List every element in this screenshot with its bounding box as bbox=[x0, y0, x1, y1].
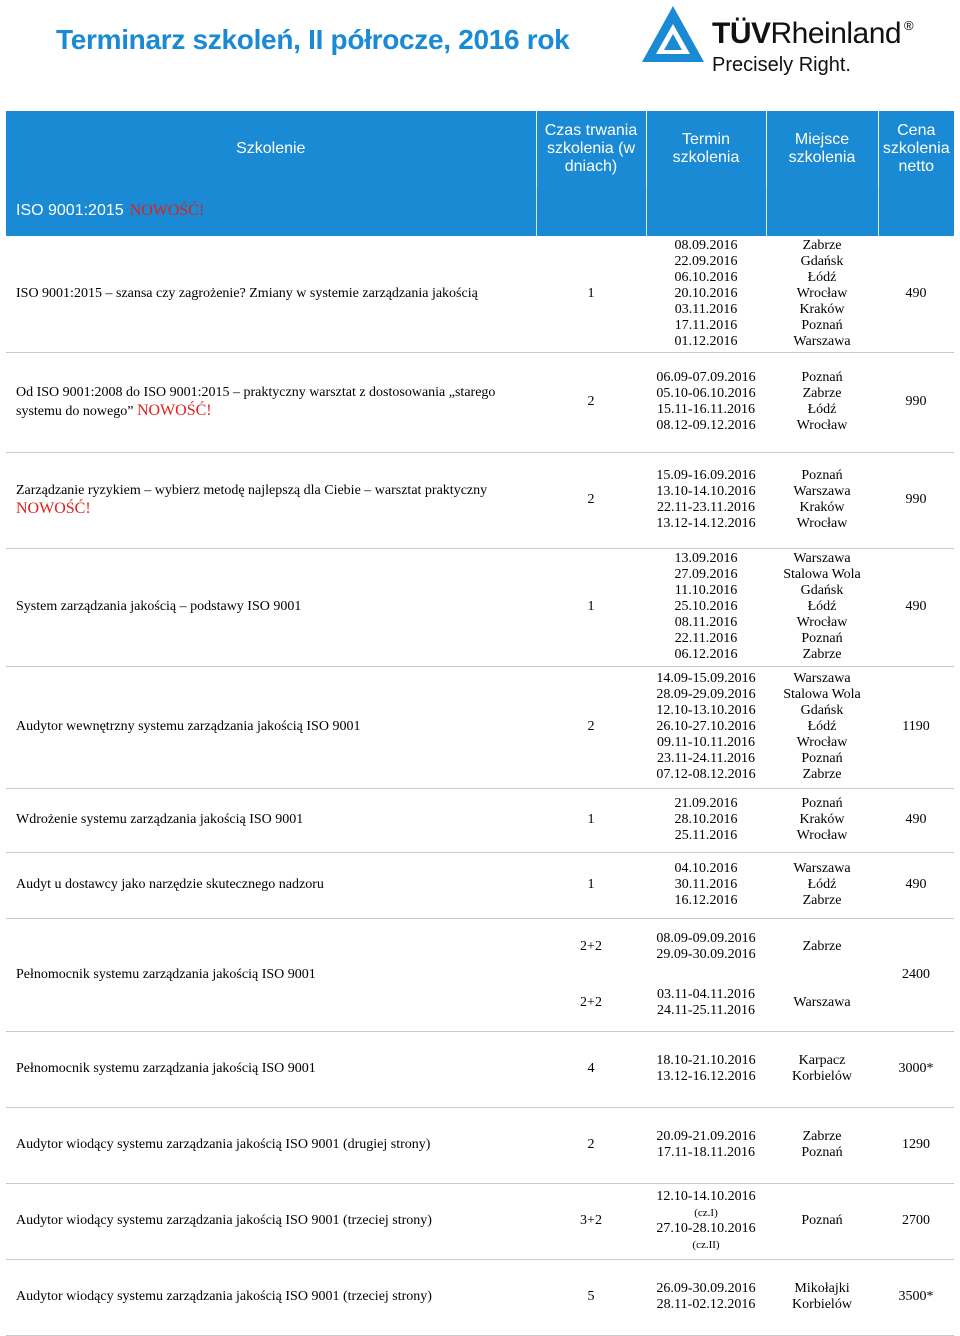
place-value: Poznań bbox=[801, 468, 843, 483]
date-value: 05.10-06.10.2016 bbox=[656, 386, 756, 401]
price-cell: 2700 bbox=[878, 1183, 954, 1259]
date-value: 26.09-30.09.2016 bbox=[656, 1281, 756, 1296]
date-value: 22.09.2016 bbox=[674, 253, 738, 269]
training-name-cell bbox=[6, 452, 536, 548]
training-name-cell bbox=[6, 236, 536, 352]
col-header-training: Szkolenie bbox=[6, 111, 536, 186]
date-value: 12.10-13.10.2016 bbox=[656, 703, 756, 718]
training-name-cell bbox=[6, 666, 536, 788]
training-name: Od ISO 9001:2008 do ISO 9001:2015 – praktyczny warsztat z dostosowania „starego systemu do nowego” bbox=[16, 384, 496, 419]
place-value: Korbielów bbox=[792, 1069, 852, 1084]
table-row bbox=[6, 918, 954, 1031]
section-row bbox=[6, 186, 954, 236]
place-cell bbox=[766, 548, 878, 666]
duration-cell: 2 bbox=[536, 452, 646, 548]
table-row bbox=[6, 1107, 954, 1183]
date-value: 13.09.2016 bbox=[674, 551, 738, 566]
place-value: Korbielów bbox=[792, 1297, 852, 1312]
col-header-price: Cena szkolenia netto bbox=[878, 111, 954, 186]
duration-cell: 5 bbox=[536, 1259, 646, 1335]
place-cell bbox=[766, 452, 878, 548]
duration-cell: 3+2 bbox=[536, 1183, 646, 1259]
table-row bbox=[6, 1259, 954, 1335]
date-value: 26.10-27.10.2016 bbox=[656, 719, 756, 734]
table-header-row bbox=[6, 111, 954, 186]
date-value: 27.09.2016 bbox=[674, 567, 738, 582]
date-cell bbox=[646, 1031, 766, 1107]
price-cell: 990 bbox=[878, 452, 954, 548]
section-label-cell bbox=[6, 186, 536, 236]
page-title: Terminarz szkoleń, II półrocze, 2016 rok bbox=[56, 24, 570, 55]
training-name: Audytor wewnętrzny systemu zarządzania jakością ISO 9001 bbox=[16, 719, 361, 734]
date-cell bbox=[646, 452, 766, 548]
training-name-cell bbox=[6, 352, 536, 452]
duration-cell: 2 bbox=[536, 352, 646, 452]
date-value: 13.10-14.10.2016 bbox=[656, 484, 756, 499]
date-value: 30.11.2016 bbox=[674, 877, 738, 892]
place-value: Warszawa bbox=[793, 484, 851, 499]
place-value: Wrocław bbox=[796, 418, 848, 433]
date-range: 12.10-14.10.2016 bbox=[656, 1189, 756, 1204]
training-schedule-table bbox=[6, 111, 954, 1336]
place-value: Łódź bbox=[807, 719, 837, 734]
price-cell: 490 bbox=[878, 788, 954, 852]
duration-cell: 1 bbox=[536, 788, 646, 852]
place-value: Zabrze bbox=[802, 893, 842, 908]
training-name: Audytor wiodący systemu zarządzania jakością ISO 9001 (trzeciej strony) bbox=[16, 1213, 432, 1228]
duration-value: 2+2 bbox=[580, 938, 602, 954]
table-row bbox=[6, 236, 954, 352]
place-value: Warszawa bbox=[793, 333, 851, 349]
logo-registered-mark: ® bbox=[904, 18, 914, 33]
place-value: Zabrze bbox=[802, 767, 842, 782]
place-value: Poznań bbox=[801, 796, 843, 811]
date-value: 25.11.2016 bbox=[674, 828, 738, 843]
date-value: 11.10.2016 bbox=[674, 583, 738, 598]
date-cell bbox=[646, 1259, 766, 1335]
place-value: Poznań bbox=[801, 1213, 843, 1228]
date-value: 25.10.2016 bbox=[674, 599, 738, 614]
place-value: Karpacz bbox=[798, 1053, 846, 1068]
training-name: Pełnomocnik systemu zarządzania jakością ISO 9001 bbox=[16, 1061, 316, 1076]
date-value: 06.10.2016 bbox=[674, 269, 738, 285]
date-value: 08.12-09.12.2016 bbox=[656, 418, 756, 433]
date-value: 13.12-16.12.2016 bbox=[656, 1069, 756, 1084]
section-label: ISO 9001:2015 bbox=[16, 202, 124, 219]
price-cell: 490 bbox=[878, 236, 954, 352]
new-badge: NOWOŚĆ! bbox=[16, 499, 91, 517]
tuv-rheinland-logo bbox=[640, 4, 952, 78]
date-value: 29.09-30.09.2016 bbox=[656, 946, 756, 962]
date-cell bbox=[646, 666, 766, 788]
place-value: Zabrze bbox=[802, 237, 842, 253]
date-value: 20.10.2016 bbox=[674, 285, 738, 301]
date-value: 18.10-21.10.2016 bbox=[656, 1053, 756, 1068]
place-value: Poznań bbox=[801, 1145, 843, 1160]
place-cell bbox=[766, 1107, 878, 1183]
tuv-triangle-logo-icon bbox=[640, 4, 706, 70]
place-value: Łódź bbox=[807, 599, 837, 614]
date-value: 28.11-02.12.2016 bbox=[656, 1297, 756, 1312]
training-name-cell bbox=[6, 1183, 536, 1259]
table-row bbox=[6, 452, 954, 548]
date-cell bbox=[646, 918, 766, 1031]
place-value: Zabrze bbox=[802, 647, 842, 662]
date-part-note: (cz.II) bbox=[692, 1239, 720, 1251]
price-cell: 1290 bbox=[878, 1107, 954, 1183]
duration-cell: 1 bbox=[536, 548, 646, 666]
place-cell bbox=[766, 852, 878, 918]
logo-brand: TÜVRheinland bbox=[712, 17, 902, 50]
place-value: Warszawa bbox=[793, 994, 851, 1010]
place-value: Gdańsk bbox=[800, 583, 844, 598]
training-name: Wdrożenie systemu zarządzania jakością ISO 9001 bbox=[16, 812, 304, 827]
date-value: 22.11.2016 bbox=[674, 631, 738, 646]
place-value: Warszawa bbox=[793, 551, 851, 566]
table-row bbox=[6, 852, 954, 918]
duration-value: 2+2 bbox=[580, 994, 602, 1010]
place-cell bbox=[766, 1031, 878, 1107]
place-cell bbox=[766, 1183, 878, 1259]
training-name-cell bbox=[6, 852, 536, 918]
date-value: 22.11-23.11.2016 bbox=[656, 500, 756, 515]
place-value: Poznań bbox=[801, 631, 843, 646]
date-value bbox=[646, 1221, 766, 1253]
date-value: 06.12.2016 bbox=[674, 647, 738, 662]
table-row bbox=[6, 548, 954, 666]
col-header-duration: Czas trwania szkolenia (w dniach) bbox=[536, 111, 646, 186]
duration-cell: 2 bbox=[536, 666, 646, 788]
date-cell bbox=[646, 1183, 766, 1259]
date-value: 17.11.2016 bbox=[674, 317, 738, 333]
place-value: Wrocław bbox=[796, 615, 848, 630]
date-value: 24.11-25.11.2016 bbox=[656, 1002, 756, 1018]
place-cell bbox=[766, 788, 878, 852]
table-row bbox=[6, 1183, 954, 1259]
duration-cell: 4 bbox=[536, 1031, 646, 1107]
duration-cell: 2 bbox=[536, 1107, 646, 1183]
training-name: System zarządzania jakością – podstawy ISO 9001 bbox=[16, 599, 302, 614]
place-value: Wrocław bbox=[796, 516, 848, 531]
duration-cell: 1 bbox=[536, 852, 646, 918]
place-cell bbox=[766, 236, 878, 352]
date-cell bbox=[646, 1107, 766, 1183]
date-cell bbox=[646, 548, 766, 666]
price-cell: 490 bbox=[878, 852, 954, 918]
place-value: Stalowa Wola bbox=[783, 687, 861, 702]
date-value: 08.11.2016 bbox=[674, 615, 738, 630]
date-value: 01.12.2016 bbox=[674, 333, 738, 349]
table-row bbox=[6, 666, 954, 788]
date-value: 15.09-16.09.2016 bbox=[656, 468, 756, 483]
price-cell: 2400 bbox=[878, 918, 954, 1031]
date-part-note: (cz.I) bbox=[694, 1207, 718, 1219]
training-name-cell bbox=[6, 1031, 536, 1107]
price-cell: 3000* bbox=[878, 1031, 954, 1107]
training-name-cell bbox=[6, 788, 536, 852]
date-value: 20.09-21.09.2016 bbox=[656, 1129, 756, 1144]
training-name: Audytor wiodący systemu zarządzania jakością ISO 9001 (trzeciej strony) bbox=[16, 1289, 432, 1304]
date-cell bbox=[646, 352, 766, 452]
duration-cell: 1 bbox=[536, 236, 646, 352]
place-value: Stalowa Wola bbox=[783, 567, 861, 582]
date-value: 14.09-15.09.2016 bbox=[656, 671, 756, 686]
training-name: Pełnomocnik systemu zarządzania jakością ISO 9001 bbox=[16, 966, 316, 982]
place-cell bbox=[766, 1259, 878, 1335]
place-value: Kraków bbox=[799, 301, 845, 317]
place-value: Zabrze bbox=[802, 386, 842, 401]
price-cell: 3500* bbox=[878, 1259, 954, 1335]
date-value: 08.09-09.09.2016 bbox=[656, 930, 756, 946]
place-value: Warszawa bbox=[793, 671, 851, 686]
place-value: Łódź bbox=[807, 402, 837, 417]
place-value: Zabrze bbox=[802, 1129, 842, 1144]
table-row bbox=[6, 352, 954, 452]
place-value: Wrocław bbox=[796, 285, 848, 301]
place-cell bbox=[766, 918, 878, 1031]
place-value: Zabrze bbox=[802, 938, 842, 954]
date-value: 09.11-10.11.2016 bbox=[656, 735, 756, 750]
date-value: 15.11-16.11.2016 bbox=[656, 402, 756, 417]
table-row bbox=[6, 788, 954, 852]
date-value: 08.09.2016 bbox=[674, 237, 738, 253]
place-value: Łódź bbox=[807, 269, 837, 285]
date-value: 28.09-29.09.2016 bbox=[656, 687, 756, 702]
date-value bbox=[646, 1189, 766, 1221]
section-new-badge: NOWOŚĆ! bbox=[129, 202, 205, 219]
training-name-cell bbox=[6, 1259, 536, 1335]
date-value: 07.12-08.12.2016 bbox=[656, 767, 756, 782]
date-value: 23.11-24.11.2016 bbox=[656, 751, 756, 766]
place-value: Wrocław bbox=[796, 828, 848, 843]
training-name: Audytor wiodący systemu zarządzania jakością ISO 9001 (drugiej strony) bbox=[16, 1137, 431, 1152]
training-name: Audyt u dostawcy jako narzędzie skutecznego nadzoru bbox=[16, 877, 324, 892]
date-value: 04.10.2016 bbox=[674, 861, 738, 876]
date-value: 16.12.2016 bbox=[674, 893, 738, 908]
col-header-date: Termin szkolenia bbox=[646, 111, 766, 186]
date-value: 03.11.2016 bbox=[674, 301, 738, 317]
place-value: Poznań bbox=[801, 751, 843, 766]
date-value: 03.11-04.11.2016 bbox=[656, 986, 756, 1002]
date-range: 27.10-28.10.2016 bbox=[656, 1221, 756, 1236]
date-cell bbox=[646, 788, 766, 852]
place-value: Kraków bbox=[799, 812, 845, 827]
place-cell bbox=[766, 666, 878, 788]
col-header-place: Miejsce szkolenia bbox=[766, 111, 878, 186]
place-value: Warszawa bbox=[793, 861, 851, 876]
duration-cell bbox=[536, 918, 646, 1031]
training-name-cell bbox=[6, 548, 536, 666]
place-value: Mikołajki bbox=[794, 1281, 850, 1296]
place-value: Poznań bbox=[801, 317, 843, 333]
training-name: ISO 9001:2015 – szansa czy zagrożenie? Zmiany w systemie zarządzania jakością bbox=[16, 285, 478, 301]
date-value: 13.12-14.12.2016 bbox=[656, 516, 756, 531]
date-value: 06.09-07.09.2016 bbox=[656, 370, 756, 385]
training-name-cell bbox=[6, 1107, 536, 1183]
place-value: Poznań bbox=[801, 370, 843, 385]
date-value: 21.09.2016 bbox=[674, 796, 738, 811]
date-value: 17.11-18.11.2016 bbox=[656, 1145, 756, 1160]
new-badge: NOWOŚĆ! bbox=[136, 401, 212, 419]
date-group bbox=[646, 975, 766, 1031]
table-row bbox=[6, 1031, 954, 1107]
date-value: 28.10.2016 bbox=[674, 812, 738, 827]
date-cell bbox=[646, 236, 766, 352]
price-cell: 990 bbox=[878, 352, 954, 452]
place-value: Łódź bbox=[807, 877, 837, 892]
training-name-cell bbox=[6, 918, 536, 1031]
place-value: Gdańsk bbox=[800, 253, 844, 269]
date-cell bbox=[646, 852, 766, 918]
training-name: Zarządzanie ryzykiem – wybierz metodę najlepszą dla Ciebie – warsztat praktyczny bbox=[16, 482, 488, 498]
place-cell bbox=[766, 352, 878, 452]
price-cell: 1190 bbox=[878, 666, 954, 788]
place-value: Wrocław bbox=[796, 735, 848, 750]
logo-tagline: Precisely Right. bbox=[712, 54, 851, 76]
price-cell: 490 bbox=[878, 548, 954, 666]
place-value: Kraków bbox=[799, 500, 845, 515]
place-value: Gdańsk bbox=[800, 703, 844, 718]
date-group bbox=[646, 919, 766, 975]
